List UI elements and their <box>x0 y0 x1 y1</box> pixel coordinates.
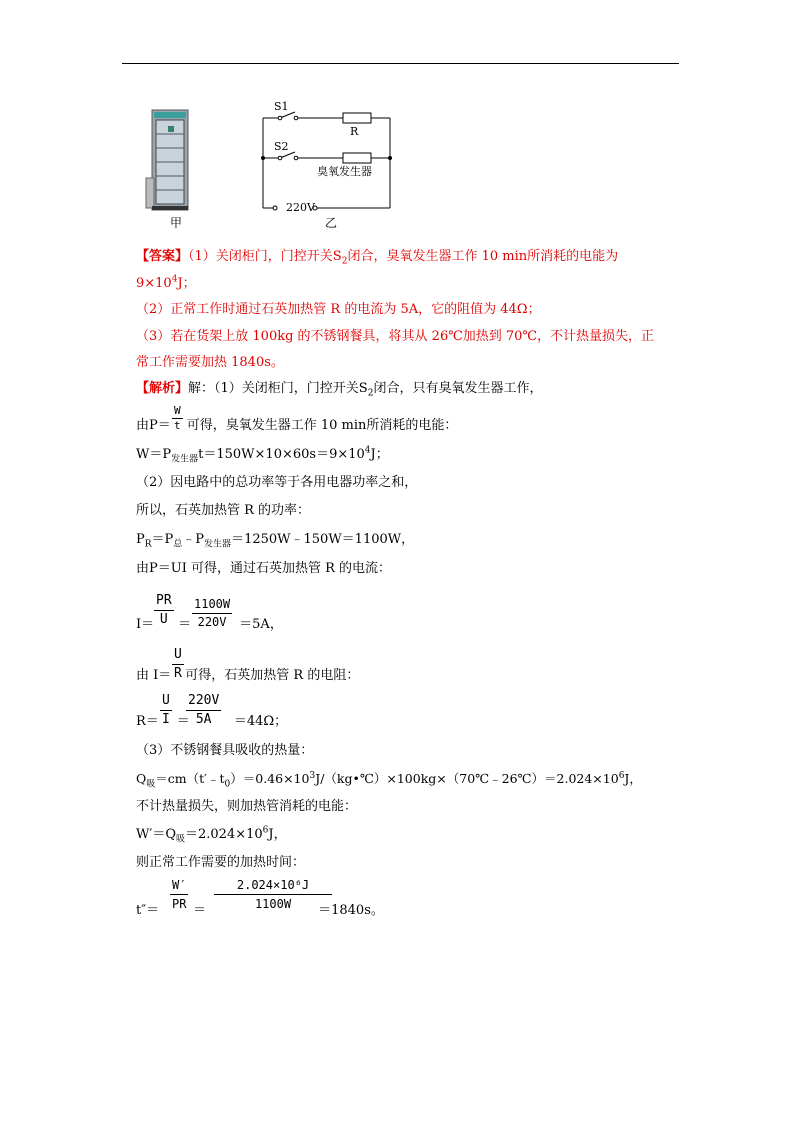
analysis-line-15: 则正常工作需要的加热时间： <box>136 855 306 870</box>
analysis-line-12: $Q_吸=cm(t'﹣t_0)=0.46\times 10^3J/(kg•℃)\times 100kg\times(70℃﹣26℃)=2.024\times 10^6J$， <box>136 770 642 790</box>
answer-part-3-line-1: （3）若在货架上放 100kg 的不锈钢餐具，将其从 26℃加热到 70℃，不计热量损失，正 <box>136 329 654 344</box>
fraction-w-over-t: $\frac{W}{t}$ <box>174 404 181 432</box>
analysis-line-4: （2）因电路中的总功率等于各用电器功率之和， <box>136 475 418 490</box>
analysis-line-3: $W=P_{发生器}t=150W\times 10\times 60s=9\times 10^4J$； <box>136 445 389 465</box>
analysis-line-16: t″＝ ＝ ＝1840s。 <box>136 903 384 918</box>
answer-tag: 【答案】 <box>136 249 189 264</box>
resistor-r-label: R <box>350 125 359 138</box>
analysis-line-7: 由P＝UI 可得，通过石英加热管 R 的电流： <box>136 561 392 576</box>
answer-part-3-line-2: 常工作需要加热 1840s。 <box>136 355 284 370</box>
figure-label-jia: 甲 <box>170 216 183 230</box>
fraction-u-over-i: $\frac{U}{I}$ <box>162 693 170 727</box>
analysis-line-10: R＝ ＝ ＝44Ω； <box>136 714 288 729</box>
ozone-generator-label: 臭氧发生器 <box>317 165 372 178</box>
answer-part-2: （2）正常工作时通过石英加热管 R 的电流为 5A，它的阻值为 44Ω； <box>136 302 541 317</box>
analysis-line-5: 所以，石英加热管 R 的功率： <box>136 503 311 518</box>
switch-s1-label: S1 <box>274 100 289 113</box>
switch-s2-label: S2 <box>274 140 289 153</box>
fraction-pr-over-u: $\frac{PR}{U}$ <box>156 593 172 627</box>
fraction-220v-over-5a: $\frac{220V}{5A}$ <box>188 693 220 727</box>
fraction-w-prime-over-pr: $\frac{W'}{PR}$ <box>172 878 187 911</box>
analysis-line-14: $W'=Q_吸=2.024\times 10^6J$， <box>136 825 287 845</box>
analysis-line-13: 不计热量损失，则加热管消耗的电能： <box>136 799 358 814</box>
answer-line-2: $9\times 10^4J$； <box>136 274 196 291</box>
analysis-line-2: 由P＝ 可得，臭氧发生器工作 10 min所消耗的电能： <box>136 418 458 433</box>
analysis-line-9: 由 I＝ 可得，石英加热管 R 的电阻： <box>136 668 360 683</box>
analysis-tag: 【解析】 <box>136 381 189 396</box>
fraction-energy-over-power: $\frac{\text{2.024×10⁶J}}{1100W}$ <box>214 876 332 913</box>
analysis-line-8: I＝ ＝ ＝5A， <box>136 617 283 632</box>
voltage-label: 220V <box>286 201 315 214</box>
fraction-u-over-r: $\frac{U}{R}$ <box>174 647 182 681</box>
header-rule <box>122 63 679 64</box>
cabinet-image <box>144 108 194 212</box>
analysis-line-11: （3）不锈钢餐具吸收的热量： <box>136 743 314 758</box>
analysis-line-1: 【解析】解：（1）关闭柜门，门控开关$S_2$闭合，只有臭氧发生器工作， <box>136 381 543 399</box>
figure-label-yi: 乙 <box>325 216 338 230</box>
answer-line-1: 【答案】（1）关闭柜门，门控开关$S_2$闭合，臭氧发生器工作 10 min所消耗的电能为 <box>136 249 619 267</box>
fraction-1100w-over-220v: $\frac{1100W}{220V}$ <box>194 597 231 629</box>
analysis-line-6: $P_R=P_总﹣P_{发生器}=1250W﹣150W=1100W$， <box>136 532 415 550</box>
